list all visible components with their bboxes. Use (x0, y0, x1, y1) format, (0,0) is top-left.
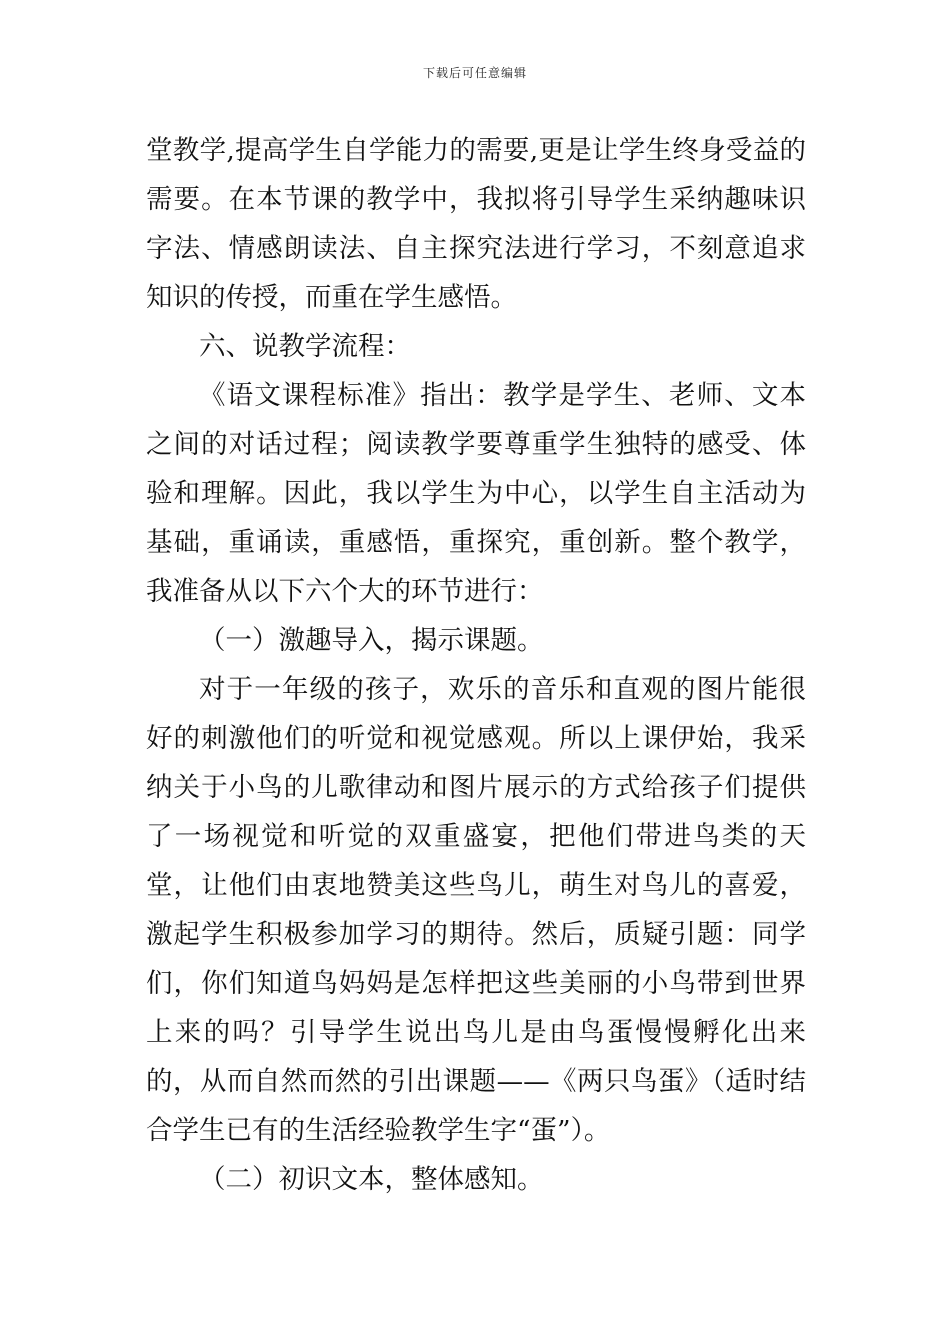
page-header-note: 下载后可任意编辑 (422, 66, 527, 80)
subheading-2: （二）初识文本，整体感知。 (199, 1164, 544, 1195)
subheading-1: （一）激趣导入，揭示课题。 (199, 625, 544, 656)
document-body (146, 126, 806, 1204)
paragraph-intro: 对于一年级的孩子，欢乐的音乐和直观的图片能很好的刺激他们的听觉和视觉感观。所以上课伊始，我采纳关于小鸟的儿歌律动和图片展示的方式给孩子们提供了一场视觉和听觉的双重盛宴，把他们带进鸟类的天堂，让他们由衷地赞美这些鸟儿，萌生对鸟儿的喜爱，激起学生积极参加学习的期待。然后，质疑引题：同学们，你们知道鸟妈妈是怎样把这些美丽的小鸟带到世界上来的吗？引导学生说出鸟儿是由鸟蛋慢慢孵化出来的，从而自然而然的引出课题——《两只鸟蛋》（适时结合学生已有的生活经验教学生字“蛋”）。 (146, 674, 806, 1146)
section-heading-6: 六、说教学流程： (199, 331, 411, 362)
paragraph-standard: 《语文课程标准》指出：教学是学生、老师、文本之间的对话过程；阅读教学要尊重学生独特的感受、体验和理解。因此，我以学生为中心，以学生自主活动为基础，重诵读，重感悟，重探究，重创新。整个教学，我准备从以下六个大的环节进行： (146, 380, 806, 607)
paragraph-1: 堂教学,提高学生自学能力的需要,更是让学生终身受益的需要。在本节课的教学中，我拟将引导学生采纳趣味识字法、情感朗读法、自主探究法进行学习，不刻意追求知识的传授，而重在学生感悟。 (146, 135, 806, 313)
